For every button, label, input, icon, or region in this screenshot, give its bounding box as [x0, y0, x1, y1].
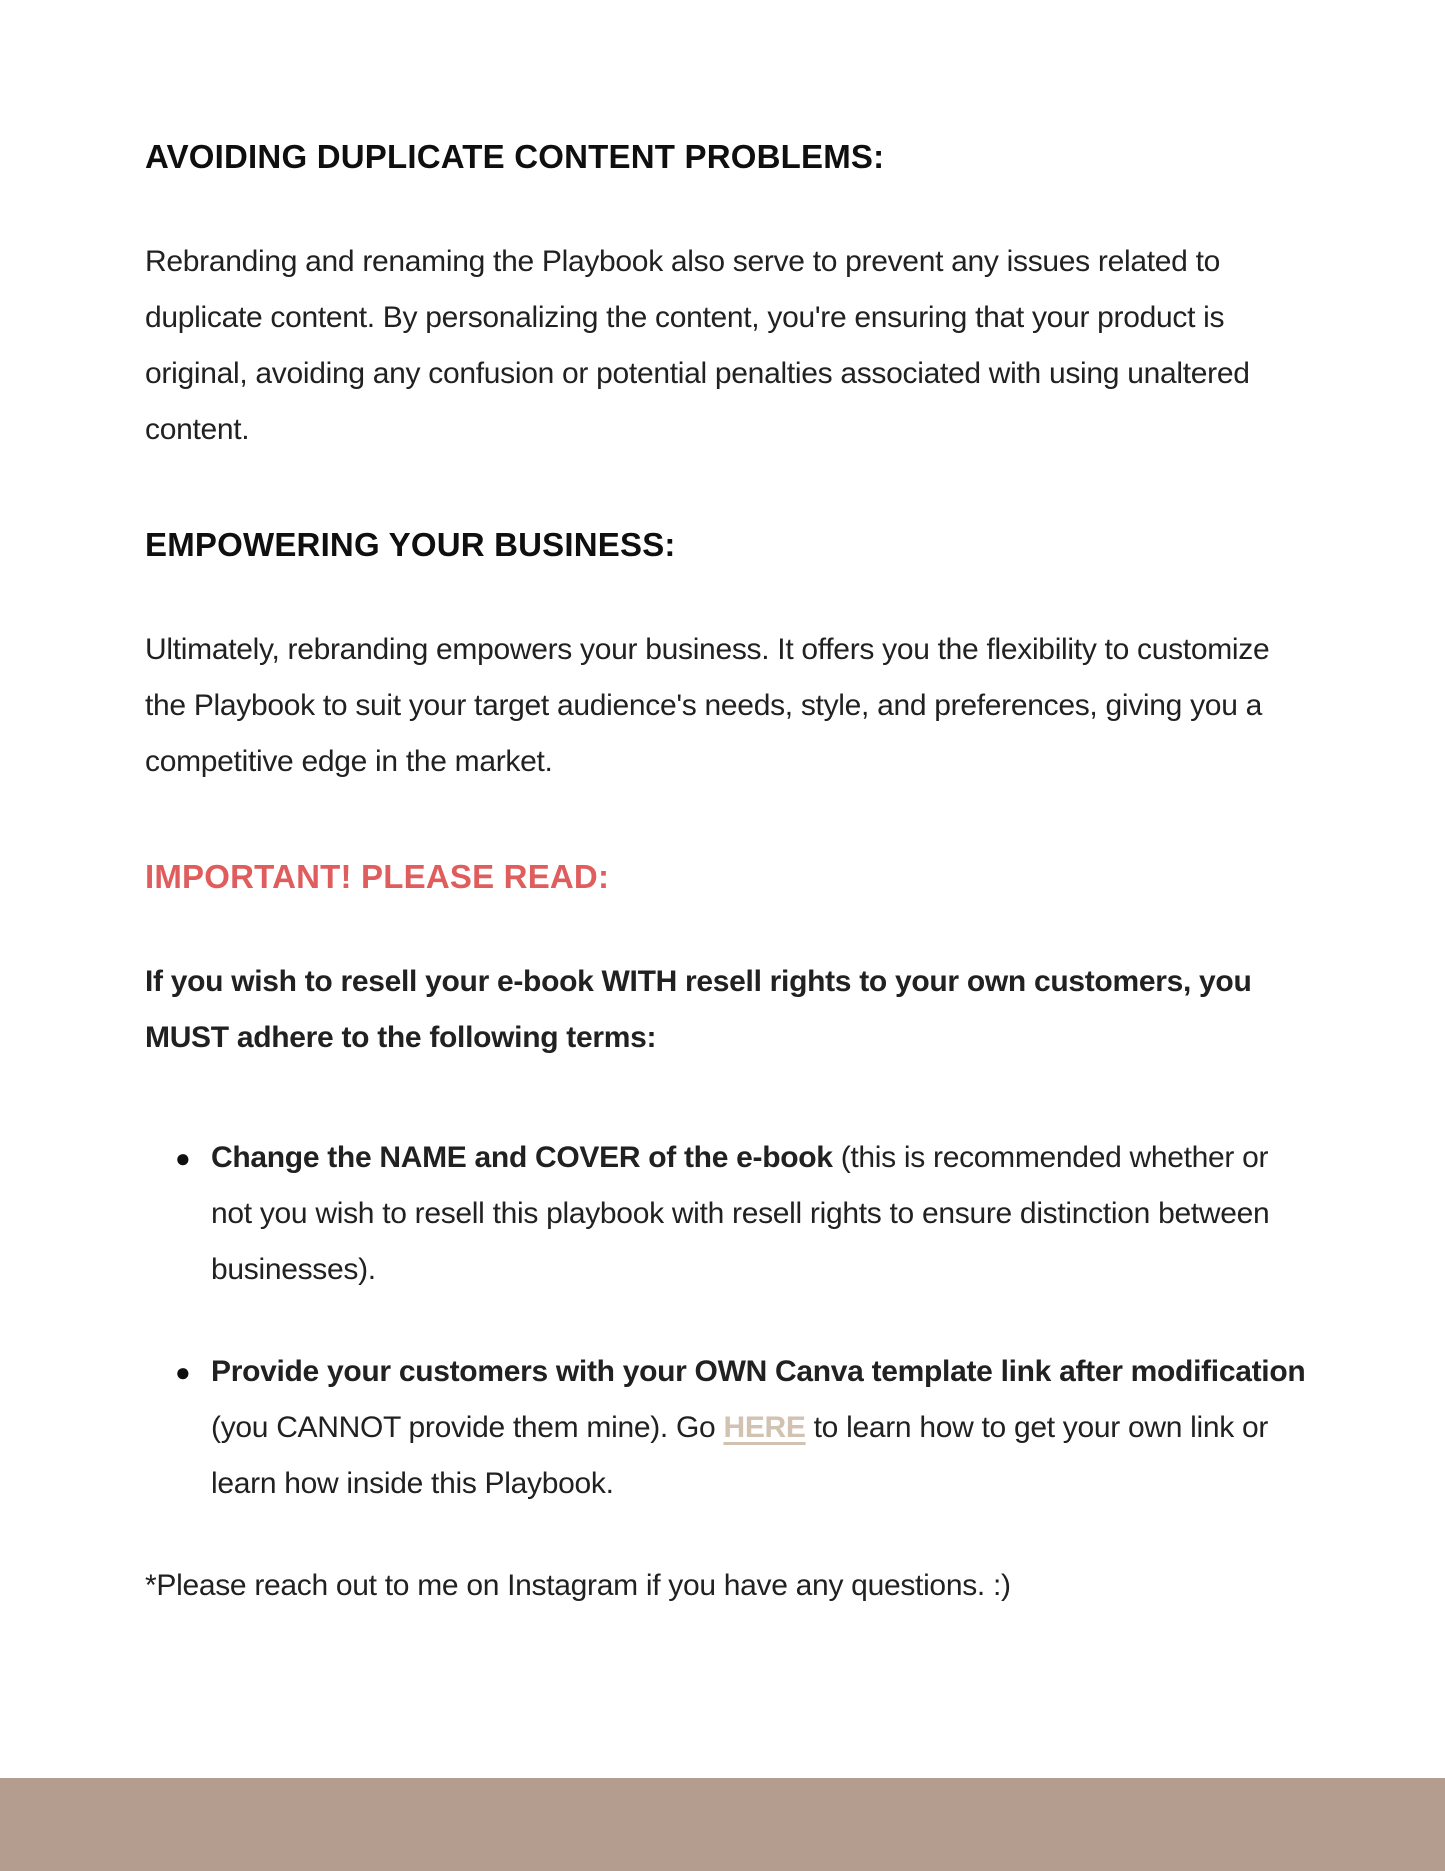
- term-item-rename-cover: [175, 1130, 1310, 1298]
- term-bold-segment: Provide your customers with your OWN Canva template link after modification: [211, 1355, 1306, 1388]
- page-content: [145, 134, 1310, 1678]
- section-heading-important-please-read: IMPORTANT! PLEASE READ:: [145, 858, 610, 895]
- term-regular-segment: (this is recommended whether or not you wish to resell this playbook with resell rights to ensure distinction between businesses).: [211, 1141, 1270, 1286]
- term-item-canva-link: [175, 1344, 1310, 1512]
- resell-terms-intro: If you wish to resell your e-book WITH resell rights to your own customers, you MUST adhere to the following terms:: [145, 965, 1252, 1054]
- terms-list: [145, 1130, 1310, 1512]
- footer-accent-bar: [0, 1778, 1445, 1871]
- term-regular-segment: (you CANNOT provide them mine). Go: [211, 1411, 724, 1444]
- term-bold-segment: Change the NAME and COVER of the e-book: [211, 1141, 833, 1174]
- section-heading-avoiding-duplicate-content: AVOIDING DUPLICATE CONTENT PROBLEMS:: [145, 138, 885, 175]
- bullet-icon: ●: [175, 1143, 191, 1173]
- term-text: [211, 1344, 1306, 1512]
- paragraph-empowering-business: Ultimately, rebranding empowers your business. It offers you the flexibility to customize the Playbook to suit your target audience's needs, style, and preferences, giving you a competitive edge in the market.: [145, 633, 1270, 778]
- instagram-note: *Please reach out to me on Instagram if you have any questions. :): [145, 1569, 1011, 1602]
- section-heading-empowering-business: EMPOWERING YOUR BUSINESS:: [145, 526, 676, 563]
- term-regular-segment: to learn how to get your own link or learn how inside this Playbook.: [211, 1411, 1269, 1500]
- here-link[interactable]: HERE: [723, 1411, 806, 1444]
- term-text: [211, 1130, 1306, 1298]
- paragraph-avoiding-duplicate-content: Rebranding and renaming the Playbook also serve to prevent any issues related to duplicate content. By personalizing the content, you're ensuring that your product is original, avoiding any confusion or potential penalties associated with using unaltered content.: [145, 245, 1250, 446]
- bullet-icon: ●: [175, 1357, 191, 1387]
